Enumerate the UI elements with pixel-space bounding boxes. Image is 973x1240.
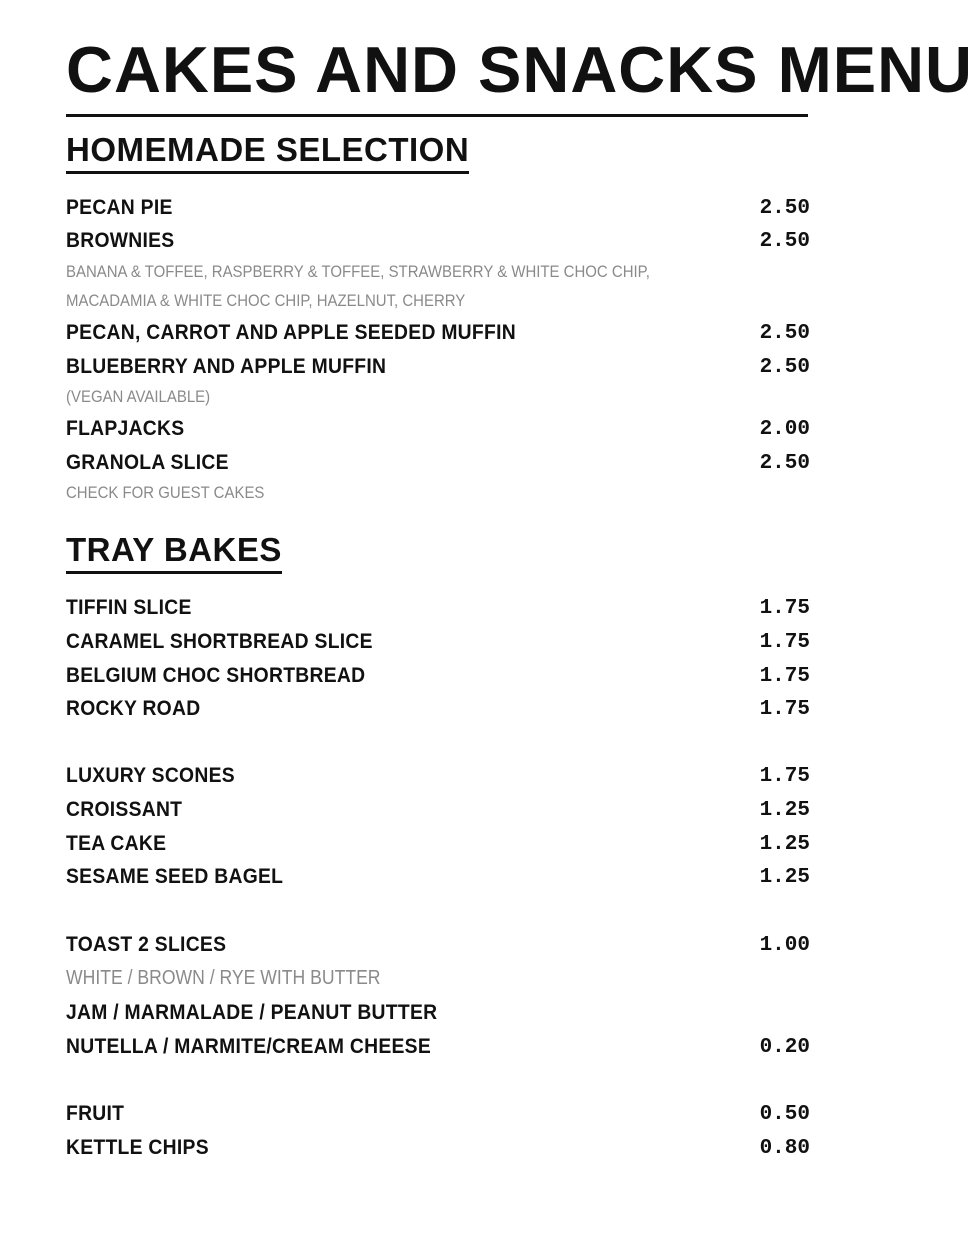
item-price: 1.75: [759, 764, 810, 788]
menu-item: [66, 593, 810, 623]
item-price: 1.75: [759, 630, 810, 654]
item-price: 1.25: [759, 865, 810, 889]
menu-item: [66, 998, 810, 1028]
menu-title: CAKES AND SNACKS MENU: [66, 33, 973, 106]
item-name: JAM / MARMALADE / PEANUT BUTTER: [66, 1001, 438, 1024]
item-price: 2.50: [759, 321, 810, 345]
item-price: 0.50: [759, 1102, 810, 1126]
item-name: FLAPJACKS: [66, 417, 185, 440]
section-heading-homemade: [66, 130, 469, 174]
item-name: PECAN PIE: [66, 196, 173, 219]
item-name: BRОWNIES: [66, 229, 175, 252]
item-name: TOAST 2 SLICES: [66, 933, 227, 956]
item-description: (VEGAN AVAILABLE): [66, 387, 211, 406]
item-name: GRANOLA SLICE: [66, 451, 229, 474]
item-name: NUTELLA / MARMITE/CREAM CHEESE: [66, 1035, 431, 1058]
menu-item: [66, 1032, 810, 1062]
item-description: MACADAMIA & WHITE CHOC CHIP, HAZELNUT, CHERRY: [66, 291, 466, 310]
menu-item: [66, 448, 810, 478]
section-heading-label: TRAY BAKES: [66, 530, 282, 574]
item-name: KETTLE CHIPS: [66, 1136, 209, 1159]
item-price: 1.25: [759, 798, 810, 822]
item-price: 0.20: [759, 1035, 810, 1059]
menu-item: [66, 829, 810, 859]
title-divider: [66, 114, 808, 117]
item-name: TIFFIN SLICE: [66, 596, 192, 619]
item-name: CARAMEL SHORTBREAD SLICE: [66, 630, 373, 653]
item-description: BANANA & TOFFEE, RASPBERRY & TOFFEE, STRAWBERRY & WHITE CHOC CHIP,: [66, 262, 650, 281]
item-name: CROISSANT: [66, 798, 183, 821]
menu-item: [66, 318, 810, 348]
menu-item: [66, 795, 810, 825]
menu-item: [66, 627, 810, 657]
menu-item: [66, 761, 810, 791]
item-price: 2.50: [759, 229, 810, 253]
item-price: 1.25: [759, 832, 810, 856]
item-name: BELGIUM CHOC SHORTBREAD: [66, 664, 366, 687]
menu-item: [66, 414, 810, 444]
item-price: 2.50: [759, 451, 810, 475]
menu-item: [66, 352, 810, 382]
menu-item: [66, 694, 810, 724]
menu-item: [66, 193, 810, 223]
section-heading-tray-bakes: [66, 530, 282, 574]
item-price: 1.75: [759, 596, 810, 620]
item-name: BLUEBERRY AND APPLE MUFFIN: [66, 355, 387, 378]
menu-item: [66, 1099, 810, 1129]
item-price: 2.00: [759, 417, 810, 441]
item-price: 2.50: [759, 196, 810, 220]
item-price: 0.80: [759, 1136, 810, 1160]
item-price: 1.75: [759, 664, 810, 688]
item-price: 2.50: [759, 355, 810, 379]
item-name: SESAME SEED BAGEL: [66, 865, 284, 888]
item-description: WHITE / BROWN / RYE WITH BUTTER: [66, 967, 381, 989]
section-heading-label: HOMEMADE SELECTION: [66, 130, 469, 174]
item-price: 1.00: [759, 933, 810, 957]
item-name: FRUIT: [66, 1102, 125, 1125]
menu-item: [66, 226, 810, 256]
item-name: ROCKY ROAD: [66, 697, 201, 720]
item-name: TEA CAKE: [66, 832, 167, 855]
item-name: LUXURY SCONES: [66, 764, 235, 787]
item-name: PECAN, CARROT AND APPLE SEEDED MUFFIN: [66, 321, 516, 344]
item-price: 1.75: [759, 697, 810, 721]
menu-item: [66, 930, 810, 960]
item-description: CHECK FOR GUEST CAKES: [66, 483, 265, 502]
menu-item: [66, 862, 810, 892]
menu-item: [66, 661, 810, 691]
menu-item: [66, 1133, 810, 1163]
